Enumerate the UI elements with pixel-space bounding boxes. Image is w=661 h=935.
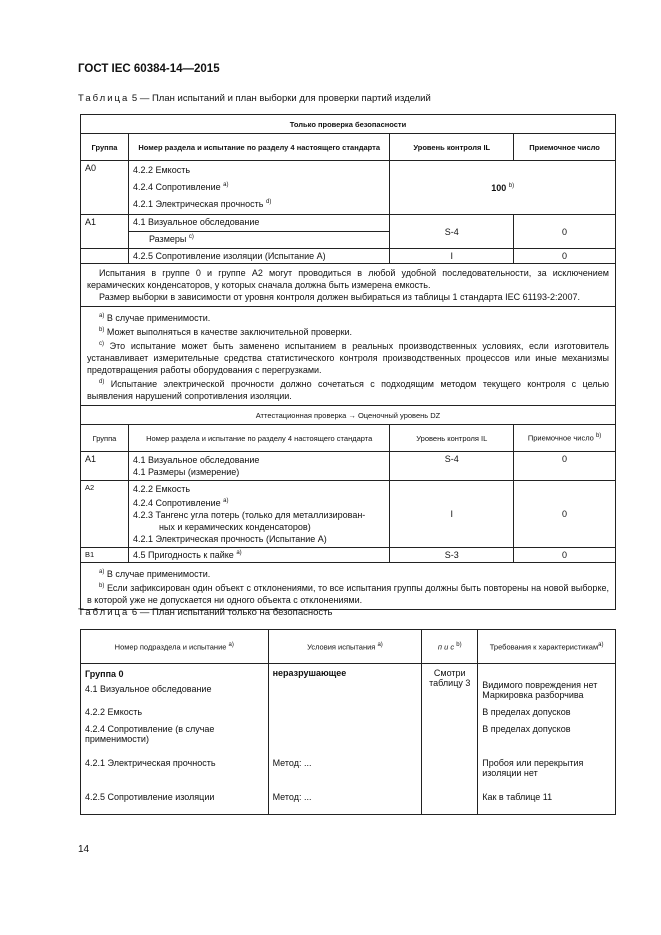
accept-cell: 0 xyxy=(514,215,616,249)
accept-cell: 0 xyxy=(514,452,616,481)
group-condition: неразрушающее xyxy=(268,664,422,703)
col-header: Номер раздела и испытание по разделу 4 настоящего стандарта xyxy=(128,134,389,161)
accept-cell: 0 xyxy=(514,481,616,548)
test-cell: 4.5 Пригодность к пайке $^{a)}$ xyxy=(128,548,389,563)
test-cell: Размеры $^{c)}$ xyxy=(128,232,389,249)
level-cell: S-4 xyxy=(390,452,514,481)
group-cell: А0 xyxy=(81,161,129,215)
test-cell: 4.1 Визуальное обследование xyxy=(128,215,389,232)
sample-size-cell: 100 $^{b)}$ xyxy=(390,161,616,215)
level-cell: S-4 xyxy=(390,215,514,249)
tests-cell: 4.2.2 Емкость 4.2.4 Сопротивление $^{a)}$ 4.2.3 Тангенс угла потерь (только для металлизирован- ных и керамических конденсаторов) 4.2.1 Электрическая прочность (Испытание А) xyxy=(128,481,389,548)
level-cell: I xyxy=(390,249,514,264)
col-header: Требования к характеристикам$^{a)}$ xyxy=(478,630,616,664)
requirement-cell: В пределах допусков xyxy=(478,722,616,756)
level-cell: I xyxy=(390,481,514,548)
tests-cell: 4.1 Визуальное обследование 4.1 Размеры (измерение) xyxy=(128,452,389,481)
group-cell: А1 xyxy=(81,215,129,249)
condition-cell xyxy=(268,722,422,756)
test-cell: 4.2.2 Емкость xyxy=(81,702,269,722)
test-cell: 4.2.1 Электрическая прочность xyxy=(81,756,269,790)
footnotes: $^{a)}$ В случае применимости. $^{b)}$ Если зафиксирован один объект с отклонениями, то все испытания группы должны быть повторены на новой выборке, в которой уже не допускается ни одного объекта с отклонениями. xyxy=(81,563,616,610)
col-header: Номер подраздела и испытание $^{a)}$ xyxy=(81,630,269,664)
section-header: Только проверка безопасности xyxy=(81,115,616,134)
section-header: Аттестационная проверка → Оценочный уровень DZ xyxy=(81,406,616,425)
notes-text: Испытания в группе 0 и группе А2 могут проводиться в любой удобной последовательности, за исключением керамических конденсаторов, у которых сначала должна быть измерена емкость. Размер выборки в зависимости от уровня контроля должен выбираться из таблицы 1 стандарта IEC 61193-2:2007. xyxy=(81,264,616,307)
col-header: Номер раздела и испытание по разделу 4 настоящего стандарта xyxy=(128,425,389,452)
condition-cell: Метод: ... xyxy=(268,756,422,790)
condition-cell xyxy=(268,702,422,722)
group-pis: Смотри таблицу 3 xyxy=(422,664,478,703)
col-header: Приемочное число $^{b)}$ xyxy=(514,425,616,452)
col-header: Уровень контроля IL xyxy=(390,425,514,452)
accept-cell: 0 xyxy=(514,249,616,264)
footnotes: $^{a)}$ В случае применимости. $^{b)}$ Может выполняться в качестве заключительной проверки. $^{c)}$ Это испытание может быть заменено испытанием в реальных производственных условиях, если изготовитель устанавливает измерительные средства статистического контроля производственных процессов или иные механизмы предотвращения работы оборудования с перегрузками. $^{d)}$ Испытание электрической прочности должно сочетаться с подходящим методом текущего контроля с целью выявления нарушений сопротивления изоляции. xyxy=(81,307,616,406)
accept-cell: 0 xyxy=(514,548,616,563)
document-header: ГОСТ IEC 60384-14—2015 xyxy=(78,63,220,75)
requirement-cell: Пробоя или перекрытия изоляции нет xyxy=(478,756,616,790)
col-header: Условия испытания $^{a)}$ xyxy=(268,630,422,664)
table5-caption: Таблица 5 — План испытаний и план выборки для проверки партий изделий xyxy=(78,93,431,104)
tests-cell: 4.2.2 Емкость 4.2.4 Сопротивление $^{a)}$ 4.2.1 Электрическая прочность $^{d)}$ xyxy=(128,161,389,215)
test-cell: 4.2.5 Сопротивление изоляции (Испытание А) xyxy=(128,249,389,264)
level-cell: S-3 xyxy=(390,548,514,563)
condition-cell: Метод: ... xyxy=(268,790,422,814)
table6-caption: Таблица 6 — План испытаний только на безопасность xyxy=(78,607,333,618)
table5 xyxy=(80,114,616,610)
group-cell: А1 xyxy=(81,452,129,481)
col-header: п и с $^{b)}$ xyxy=(422,630,478,664)
group-cell: А2 xyxy=(81,481,129,548)
test-cell: 4.2.4 Сопротивление (в случае применимости) xyxy=(81,722,269,756)
page-number: 14 xyxy=(78,844,90,855)
col-header: Группа xyxy=(81,425,129,452)
test-cell: 4.2.5 Сопротивление изоляции xyxy=(81,790,269,814)
group-cell: В1 xyxy=(81,548,129,563)
requirement-cell: В пределах допусков xyxy=(478,702,616,722)
requirement-cell: Видимого повреждения нет Маркировка разборчива xyxy=(478,664,616,703)
col-header: Группа xyxy=(81,134,129,161)
requirement-cell: Как в таблице 11 xyxy=(478,790,616,814)
col-header: Уровень контроля IL xyxy=(390,134,514,161)
col-header: Приемочное число xyxy=(514,134,616,161)
group-label: Группа 0 4.1 Визуальное обследование xyxy=(81,664,269,703)
table6 xyxy=(80,629,616,815)
